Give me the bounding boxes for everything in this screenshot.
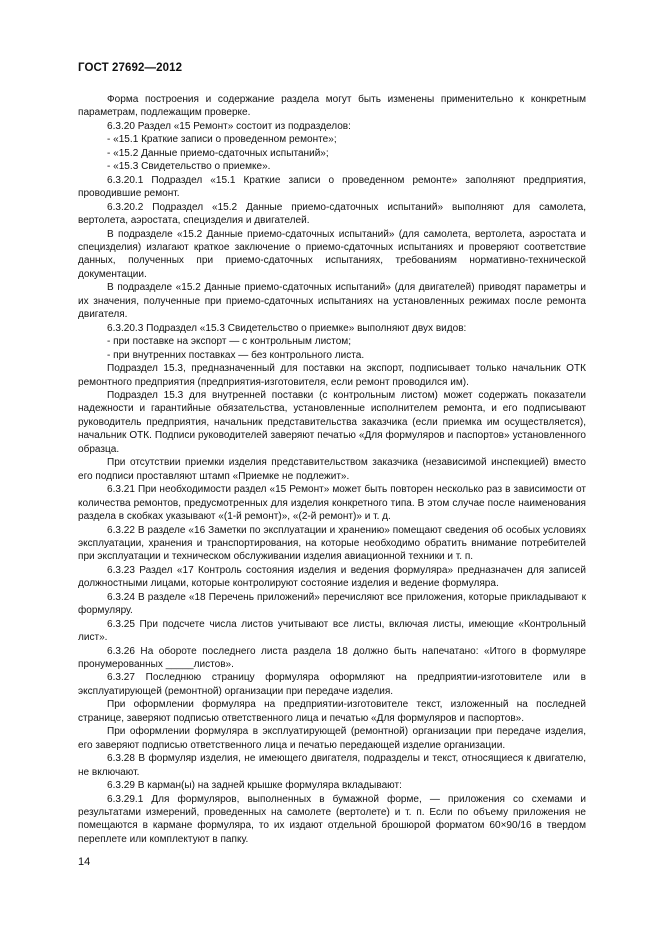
paragraph: 6.3.23 Раздел «17 Контроль состояния изделия и ведения формуляра» предназначен для записей должностными лицами, которые контролируют состояние изделия и ведение формуляра. [78,564,586,590]
paragraph: При оформлении формуляра в эксплуатирующей (ремонтной) организации при передаче изделия, его заверяют подписью ответственного лица и печатью передающей изделие организации. [78,726,586,751]
document-body [78,93,586,846]
list-item: - «15.1 Краткие записи о проведенном ремонте»; [107,134,337,146]
paragraph: 6.3.20.3 Подраздел «15.3 Свидетельство о приемке» выполняют двух видов: [107,322,467,334]
list-item: - при внутренних поставках — без контрольного листа. [107,349,365,361]
paragraph: В подразделе «15.2 Данные приемо-сдаточных испытаний» (для двигателей) приводят параметры и их значения, полученные при приемо-сдаточных испытаниях на установленных режимах после ремонта двигателя. [78,282,586,321]
paragraph: 6.3.22 В разделе «16 Заметки по эксплуатации и хранению» помещают сведения об особых условиях эксплуатации, хранения и транспортирования, на которые необходимо обратить внимание потребителей при эксплуатации и техническом обслуживании изделия авиационной техники и т. п. [78,524,586,563]
paragraph: 6.3.20 Раздел «15 Ремонт» состоит из подразделов: [107,120,351,132]
list-item: - «15.3 Свидетельство о приемке». [107,161,271,173]
paragraph: В подразделе «15.2 Данные приемо-сдаточных испытаний» (для самолета, вертолета, аэростата и специзделия) излагают краткое заключение о приемо-сдаточных испытаниях и проверяют соответствие данных, полученных при приемо-сдаточных испытаниях, требованиям нормативно-технической документации. [78,228,586,280]
paragraph: 6.3.20.2 Подраздел «15.2 Данные приемо-сдаточных испытаний» выполняют для самолета, вертолета, аэростата, специзделия и двигателей. [78,201,586,227]
paragraph: 6.3.26 На обороте последнего листа раздела 18 должно быть напечатано: «Итого в формуляре пронумерованных _____листов». [78,645,586,671]
paragraph: 6.3.20.1 Подраздел «15.1 Краткие записи о проведенном ремонте» заполняют предприятия, проводившие ремонт. [78,174,586,200]
paragraph: 6.3.29.1 Для формуляров, выполненных в бумажной форме, — приложения со схемами и результатами измерений, проведенных на самолете (вертолете) и т. п. Если по объему приложения не помещаются в кармане формуляра, то их издают отдельной брошюрой форматом 60×90/16 в твердом переплете или комплектуют в папку. [78,793,586,845]
paragraph: 6.3.27 Последнюю страницу формуляра оформляют на предприятии-изготовителе или в эксплуатирующей (ремонтной) организации при передаче изделия. [78,672,586,697]
list-item: - «15.2 Данные приемо-сдаточных испытаний»; [107,147,329,159]
paragraph: 6.3.28 В формуляр изделия, не имеющего двигателя, подразделы и текст, относящиеся к двигателю, не включают. [78,753,586,778]
paragraph: При оформлении формуляра на предприятии-изготовителе текст, изложенный на последней странице, заверяют подписью ответственного лица и печатью «Для формуляров и паспортов». [78,699,586,724]
paragraph: Форма построения и содержание раздела могут быть изменены применительно к конкретным параметрам, подлежащим проверке. [78,94,586,119]
paragraph: 6.3.29 В карман(ы) на задней крышке формуляра вкладывают: [107,780,402,792]
page-number: 14 [78,856,91,868]
document-code: ГОСТ 27692—2012 [78,62,183,74]
paragraph: Подраздел 15.3, предназначенный для поставки на экспорт, подписывает только начальник ОТК ремонтного предприятия (предприятия-изготовителя, если ремонт проводился им). [78,363,586,388]
paragraph: При отсутствии приемки изделия представительством заказчика (независимой инспекцией) вместо его подписи проставляют штамп «Приемке не подлежит». [78,457,586,482]
list-item: - при поставке на экспорт — с контрольным листом; [107,336,351,348]
paragraph: 6.3.25 При подсчете числа листов учитывают все листы, включая листы, имеющие «Контрольный лист». [78,618,586,644]
paragraph: Подраздел 15.3 для внутренней поставки (с контрольным листом) может содержать показатели надежности и гарантийные обязательства, установленные исполнителем ремонта, и его подписывают руководитель предприятия, начальник представительства заказчика (если приемка им осуществляется), начальник ОТК. Подписи руководителей заверяют печатью «Для формуляров и паспортов» установленного образца. [78,389,586,455]
paragraph: 6.3.21 При необходимости раздел «15 Ремонт» может быть повторен несколько раз в зависимости от количества ремонтов, предусмотренных для изделия конкретного типа. В этом случае после наименования раздела в скобках указывают «(1-й ремонт)», «(2-й ремонт)» и т. д. [78,484,586,523]
paragraph: 6.3.24 В разделе «18 Перечень приложений» перечисляют все приложения, которые прикладывают к формуляру. [78,591,586,617]
